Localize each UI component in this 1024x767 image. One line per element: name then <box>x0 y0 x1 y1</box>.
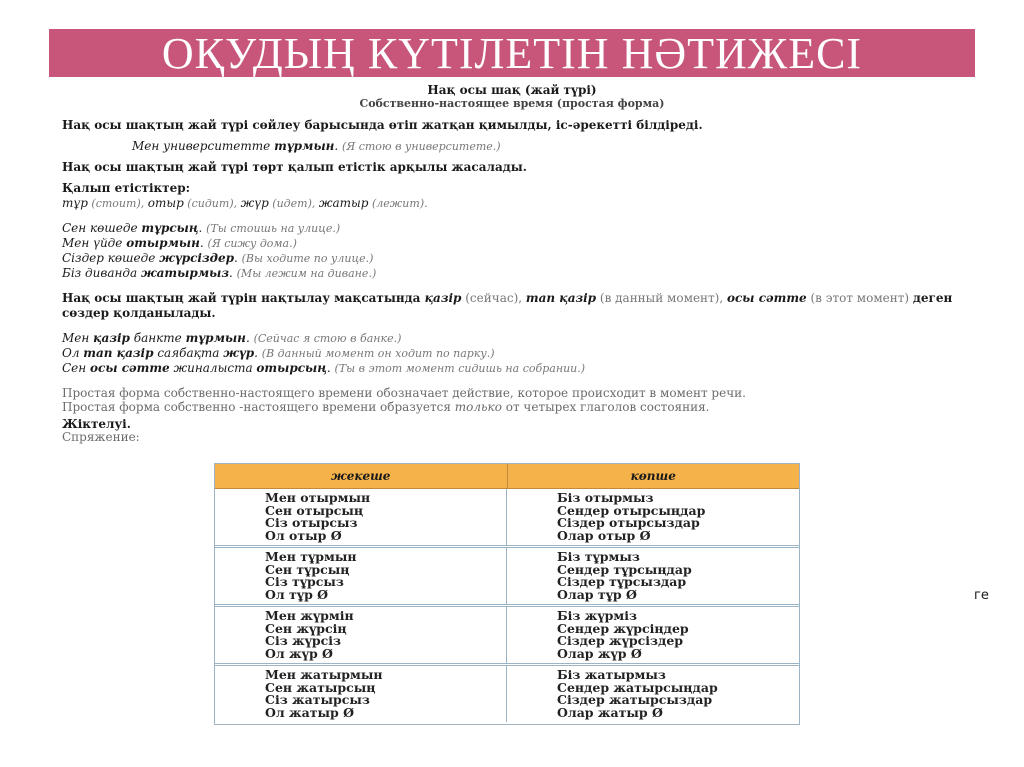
lesson-heading: Нақ осы шақ (жай түрі) <box>427 83 597 97</box>
lesson-document <box>62 84 962 443</box>
verb-gloss: (сидит), <box>183 197 241 210</box>
plural-forms: Біз тұрмыз Сендер тұрсыңдар Сіздер тұрсыздар Олар тұр Ø <box>557 549 692 602</box>
ex-text: Мен университетте <box>132 139 275 153</box>
header-plural: көпше <box>630 469 676 483</box>
rule-3: Нақ осы шақтың жай түрін нақтылау мақсатында қазір (сейчас), тап қазір (в данный момент), осы сәтте (в этот момент) деген сөздер қолданылады. <box>62 291 953 320</box>
lesson-subheading: Собственно-настоящее время (простая форма) <box>359 97 665 110</box>
singular-forms: Мен жүрмін Сен жүрсің Сіз жүрсіз Ол жүр Ø <box>215 607 507 663</box>
example-line: Мен үйде отырмын. (Я сижу дома.) <box>62 236 297 250</box>
rule-2: Нақ осы шақтың жай түрі төрт қалып етістік арқылы жасалады. <box>62 160 527 174</box>
verb: жүр <box>240 196 269 210</box>
singular-forms: Мен отырмын Сен отырсың Сіз отырсыз Ол отыр Ø <box>215 489 507 545</box>
example-line: Біз диванда жатырмыз. (Мы лежим на диване.) <box>62 266 377 280</box>
verb: жатыр <box>318 196 369 210</box>
verb-gloss: (лежит). <box>368 197 428 210</box>
plural-forms: Біз жатырмыз Сендер жатырсыңдар Сіздер жатырсыздар Олар жатыр Ø <box>557 667 718 720</box>
conjugation-subtitle: Спряжение: <box>62 430 140 444</box>
russian-explanation-1: Простая форма собственно-настоящего времени обозначает действие, которое происходит в момент речи. <box>62 386 746 400</box>
plural-forms: Біз отырмыз Сендер отырсыңдар Сіздер отырсыздар Олар отыр Ø <box>557 490 706 543</box>
verbs-list <box>62 196 962 211</box>
header-singular: жекеше <box>215 464 508 488</box>
plural-forms: Біз жүрміз Сендер жүрсіңдер Сіздер жүрсіздер Олар жүр Ø <box>557 608 689 661</box>
examples-2 <box>62 221 962 281</box>
example-line: Мен қазір банкте тұрмын. (Сейчас я стою в банке.) <box>62 331 402 345</box>
ex-gloss: (Я стою в университете.) <box>342 140 501 153</box>
table-group <box>215 604 799 663</box>
singular-forms: Мен тұрмын Сен тұрсың Сіз тұрсыз Ол тұр Ø <box>215 548 507 604</box>
example-line: Сен көшеде тұрсың. (Ты стоишь на улице.) <box>62 221 341 235</box>
verb: тұр <box>62 196 88 210</box>
side-note-text: ге <box>974 588 989 603</box>
examples-3 <box>62 331 962 376</box>
verb: отыр <box>147 196 184 210</box>
verb-gloss: (стоит), <box>87 197 148 210</box>
example-1 <box>62 139 962 154</box>
example-line: Ол тап қазір саябақта жүр. (В данный момент он ходит по парку.) <box>62 346 495 360</box>
ex-text: . <box>334 139 343 153</box>
example-line: Сен осы сәтте жиналыста отырсың. (Ты в этот момент сидишь на собрании.) <box>62 361 586 375</box>
russian-explanation-2: Простая форма собственно -настоящего времени образуется только от четырех глаголов состояния. <box>62 400 710 414</box>
singular-forms: Мен жатырмын Сен жатырсың Сіз жатырсыз Ол жатыр Ø <box>215 666 507 722</box>
slide-title-banner: ОҚУДЫҢ КҮТІЛЕТІН НӘТИЖЕСІ <box>49 29 975 77</box>
verb-gloss: (идет), <box>268 197 319 210</box>
verbs-title: Қалып етістіктер: <box>62 181 191 195</box>
table-header <box>215 464 799 489</box>
table-group <box>215 663 799 722</box>
ex-bold: тұрмын <box>274 139 335 153</box>
conjugation-table <box>214 463 800 725</box>
example-line: Сіздер көшеде жүрсіздер. (Вы ходите по улице.) <box>62 251 374 265</box>
conjugation-title: Жіктелуі. <box>62 417 131 431</box>
table-group <box>215 489 799 545</box>
table-group <box>215 545 799 604</box>
rule-1: Нақ осы шақтың жай түрі сөйлеу барысында өтіп жатқан қимылды, іс-әрекетті білдіреді. <box>62 118 703 132</box>
